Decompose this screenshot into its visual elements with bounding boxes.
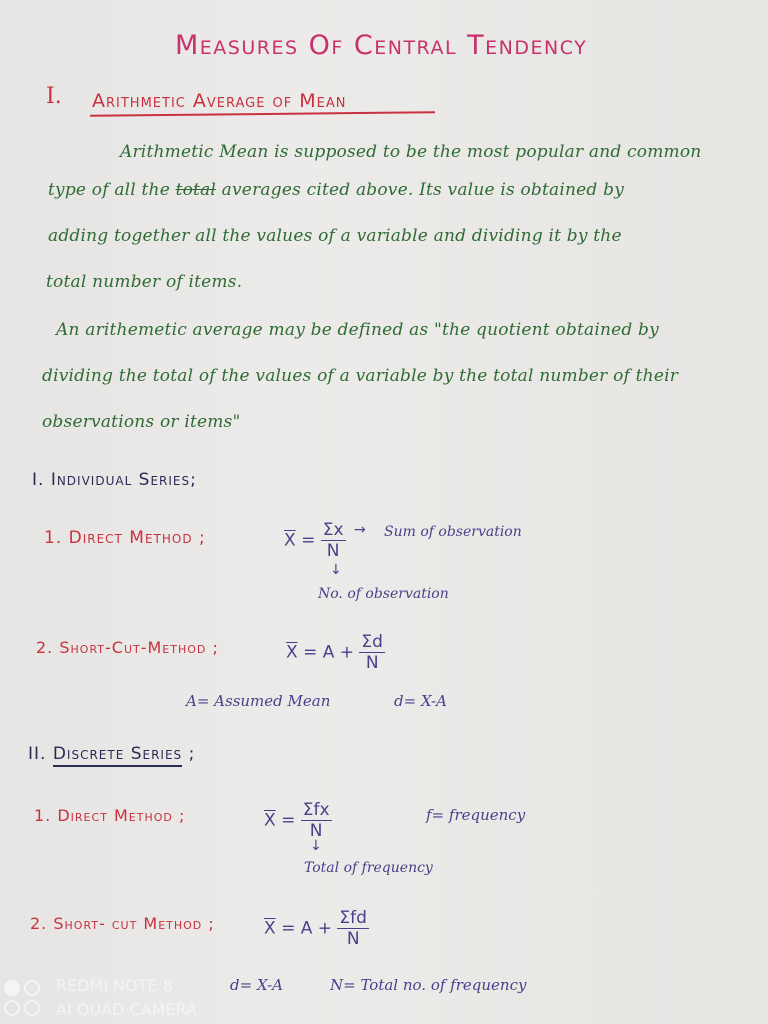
individual-direct-formula bbox=[284, 520, 346, 561]
fraction-numerator: Σd bbox=[361, 632, 383, 652]
x-bar: $\overline{X}$ bbox=[284, 530, 296, 551]
individual-series-heading: I. Individual Series; bbox=[32, 470, 197, 490]
right-arrow-icon: → bbox=[354, 522, 366, 538]
page-title: Measures Of Central Tendency bbox=[175, 30, 588, 61]
equals-sign: = bbox=[303, 642, 318, 663]
frequency-note: f= frequency bbox=[426, 806, 526, 824]
deviation-note: d= X-A bbox=[230, 976, 283, 994]
down-arrow-icon: ↓ bbox=[310, 838, 322, 854]
camera-watermark-icon bbox=[2, 978, 42, 1018]
section-heading: Arithmetic Average of Mean bbox=[92, 90, 347, 112]
watermark-line2: AI QUAD CAMERA bbox=[56, 1000, 197, 1019]
deviation-note: d= X-A bbox=[394, 692, 447, 710]
section-number: I. bbox=[46, 84, 62, 109]
total-frequency-note: Total of frequency bbox=[304, 860, 433, 876]
paragraph1-line2 bbox=[48, 180, 624, 200]
fraction-numerator: Σfx bbox=[302, 800, 330, 820]
section-heading-underline bbox=[90, 111, 435, 117]
fraction-denominator: N bbox=[365, 653, 379, 673]
sum-note: Sum of observation bbox=[384, 524, 522, 540]
discrete-heading-text: Discrete Series bbox=[53, 744, 182, 767]
x-bar: $\overline{X}$ bbox=[286, 642, 298, 663]
x-bar: $\overline{X}$ bbox=[264, 810, 276, 831]
paragraph2-line1: An arithemetic average may be defined as "the quotient obtained by bbox=[56, 320, 659, 340]
assumed-mean-term: A + bbox=[322, 642, 354, 663]
paragraph1-line3: adding together all the values of a variable and dividing it by the bbox=[48, 226, 622, 246]
struck-word: total bbox=[175, 180, 217, 200]
assumed-mean-note: A= Assumed Mean bbox=[186, 692, 331, 710]
individual-shortcut-formula bbox=[286, 632, 385, 673]
individual-direct-label: 1. Direct Method ; bbox=[44, 528, 206, 548]
paragraph1-line1: Arithmetic Mean is supposed to be the most popular and common bbox=[120, 142, 702, 162]
discrete-heading-end: ; bbox=[188, 744, 196, 764]
fraction bbox=[301, 800, 332, 841]
paragraph1-line2a: type of all the bbox=[48, 180, 170, 200]
discrete-shortcut-formula bbox=[264, 908, 369, 949]
discrete-direct-formula bbox=[264, 800, 332, 841]
fraction bbox=[337, 908, 369, 949]
discrete-shortcut-label: 2. Short- cut Method ; bbox=[30, 914, 215, 933]
paragraph2-line2: dividing the total of the values of a variable by the total number of their bbox=[42, 366, 679, 386]
watermark-line1: REDMI NOTE 8 bbox=[56, 976, 173, 995]
discrete-series-heading bbox=[28, 744, 195, 764]
paragraph1-line2b: averages cited above. Its value is obtained by bbox=[221, 180, 624, 200]
discrete-number: II. bbox=[28, 744, 47, 764]
discrete-direct-label: 1. Direct Method ; bbox=[34, 806, 186, 825]
fraction-denominator: N bbox=[346, 929, 360, 949]
paragraph1-line4: total number of items. bbox=[46, 272, 243, 292]
equals-sign: = bbox=[281, 918, 296, 939]
paragraph2-line3: observations or items" bbox=[42, 412, 241, 432]
fraction bbox=[321, 520, 346, 561]
fraction-denominator: N bbox=[326, 541, 340, 561]
equals-sign: = bbox=[301, 530, 316, 551]
fraction-denominator: N bbox=[309, 821, 323, 841]
total-frequency-note: N= Total no. of frequency bbox=[330, 976, 527, 994]
fraction-numerator: Σx bbox=[322, 520, 344, 540]
fraction bbox=[359, 632, 385, 673]
count-note: No. of observation bbox=[318, 586, 449, 602]
fraction-numerator: Σfd bbox=[339, 908, 367, 928]
equals-sign: = bbox=[281, 810, 296, 831]
x-bar: $\overline{X}$ bbox=[264, 918, 276, 939]
assumed-mean-term: A + bbox=[300, 918, 332, 939]
down-arrow-icon: ↓ bbox=[330, 562, 342, 578]
individual-shortcut-label: 2. Short-Cut-Method ; bbox=[36, 638, 219, 657]
